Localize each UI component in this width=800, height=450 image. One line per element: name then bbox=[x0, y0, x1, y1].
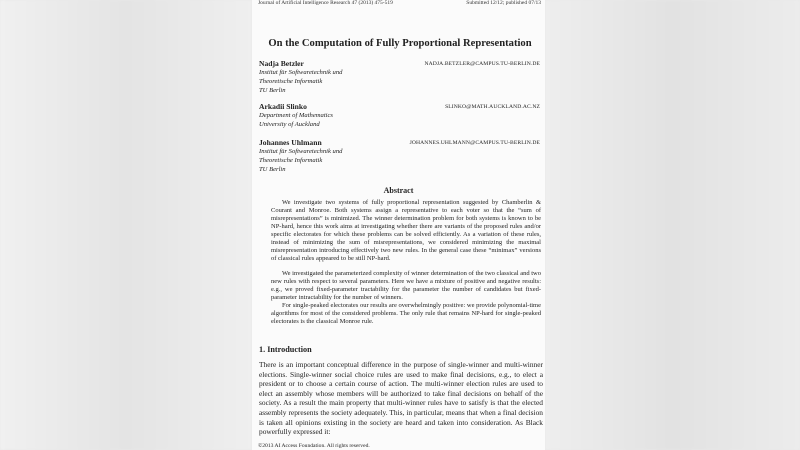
abstract-heading: Abstract bbox=[383, 186, 414, 195]
background-right bbox=[545, 0, 800, 450]
author-name: Arkadii Slinko bbox=[259, 102, 307, 111]
journal-header: Journal of Artificial Intelligence Research 47 (2013) 475-519 bbox=[258, 0, 393, 6]
paper-page[interactable] bbox=[252, 0, 545, 450]
background-left bbox=[0, 0, 252, 450]
abstract-paragraph: For single-peaked electorates our results are overwhelmingly positive: we provide polynomial-time algorithms for most of the considered problems. The only rule that remains NP-hard for single-peaked electorates is the classical Monroe rule. bbox=[271, 302, 541, 326]
affiliation-line: Institut für Softwaretechnik und bbox=[259, 69, 343, 76]
affiliation-line: Institut für Softwaretechnik und bbox=[259, 148, 343, 155]
abstract-paragraph: We investigated the parameterized complexity of winner determination of the two classical and two new rules with respect to several parameters. Here we have a mixture of positive and negative results: e.g., we proved fixed-parameter tractability for the parameter the number of candidates but fixed-parameter intractability for the number of winners. bbox=[271, 270, 541, 302]
author-name: Johannes Uhlmann bbox=[259, 138, 322, 147]
author-affiliation bbox=[259, 147, 399, 174]
section-heading: 1. Introduction bbox=[259, 345, 312, 354]
affiliation-line: Theoretische Informatik bbox=[259, 157, 323, 164]
author-email[interactable]: SLINKO@MATH.AUCKLAND.AC.NZ bbox=[445, 104, 540, 110]
author-email[interactable]: JOHANNES.UHLMANN@CAMPUS.TU-BERLIN.DE bbox=[409, 140, 540, 146]
author-email[interactable]: NADJA.BETZLER@CAMPUS.TU-BERLIN.DE bbox=[424, 61, 540, 67]
affiliation-line: Theoretische Informatik bbox=[259, 78, 323, 85]
copyright-footer: ©2013 AI Access Foundation. All rights reserved. bbox=[258, 443, 370, 449]
affiliation-line: TU Berlin bbox=[259, 87, 286, 94]
author-name: Nadja Betzler bbox=[259, 59, 304, 68]
author-affiliation bbox=[259, 68, 399, 95]
affiliation-line: Department of Mathematics bbox=[259, 112, 333, 119]
paper-title: On the Computation of Fully Proportional Representation bbox=[268, 38, 532, 49]
affiliation-line: University of Auckland bbox=[259, 121, 320, 128]
abstract-paragraph: We investigate two systems of fully proportional representation suggested by Chamberlin & Courant and Monroe. Both systems assign a representative to each voter so that the “sum of misrepresentations” is minimized. The winner determination problem for both systems is known to be NP-hard, hence this work aims at investigating whether there are variants of the proposed rules and/or specific electorates for which these problems can be solved efficiently. As a variation of these rules, instead of minimizing the sum of misrepresentations, we considered minimizing the maximal misrepresentation introducing effectively two new rules. In the general case these “minimax” versions of classical rules appeared to be still NP-hard. bbox=[271, 199, 541, 263]
author-affiliation bbox=[259, 111, 399, 129]
affiliation-line: TU Berlin bbox=[259, 166, 286, 173]
submission-dates: Submitted 12/12; published 07/13 bbox=[466, 0, 541, 6]
body-paragraph: There is an important conceptual difference in the purpose of single-winner and multi-winner elections. Single-winner social choice rules are used to make final decisions, e.g., to elect a president or to choose a certain course of action. The multi-winner election rules are used to elect an assembly whose members will be authorized to take final decisions on behalf of the society. As a result the main property that multi-winner rules have to satisfy is that the elected assembly represents the society adequately. This, in particular, means that when a final decision is taken all opinions existing in the society are heard and taken into consideration. As Black powerfully expressed it: bbox=[259, 360, 543, 437]
